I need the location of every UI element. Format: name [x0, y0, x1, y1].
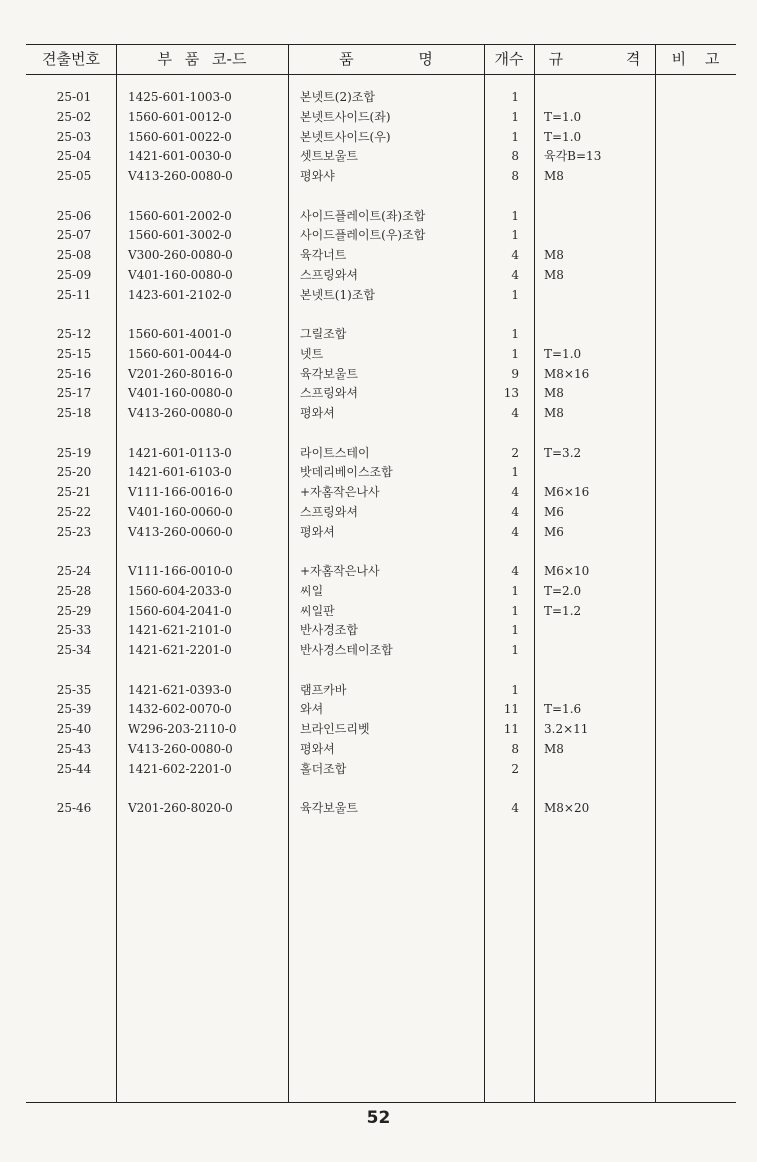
table-row — [0, 641, 757, 660]
table-row — [0, 167, 757, 186]
table-row — [0, 384, 757, 403]
part-name-cell: 밧데리베이스조합 — [300, 465, 393, 479]
part-code-cell: V413-260-0060-0 — [128, 525, 233, 539]
qty-cell: 2 — [511, 446, 519, 460]
table-row — [0, 207, 757, 226]
table-top-border — [26, 44, 736, 45]
qty-cell: 1 — [511, 683, 519, 697]
table-row — [0, 562, 757, 581]
qty-cell: 13 — [503, 386, 519, 400]
part-name-cell: 반사경조합 — [300, 623, 358, 637]
index-no-cell: 25-01 — [56, 90, 92, 104]
qty-cell: 4 — [511, 485, 519, 499]
index-no-cell: 25-05 — [56, 169, 92, 183]
table-row — [0, 325, 757, 344]
spec-cell: M8 — [544, 169, 564, 183]
part-code-cell: 1425-601-1003-0 — [128, 90, 232, 104]
qty-cell: 1 — [511, 584, 519, 598]
spec-cell: M8 — [544, 742, 564, 756]
header-part-name: 품 명 — [339, 50, 433, 68]
qty-cell: 1 — [511, 228, 519, 242]
index-no-cell: 25-43 — [56, 742, 92, 756]
part-name-cell: 육각보울트 — [300, 801, 358, 815]
qty-cell: 1 — [511, 604, 519, 618]
part-code-cell: 1421-601-6103-0 — [128, 465, 232, 479]
qty-cell: 4 — [511, 268, 519, 282]
part-name-cell: 본넷트(1)조합 — [300, 288, 375, 302]
header-divider — [26, 74, 736, 75]
part-name-cell: 브라인드리벳 — [300, 722, 370, 736]
part-code-cell: 1560-604-2041-0 — [128, 604, 232, 618]
index-no-cell: 25-16 — [56, 367, 92, 381]
spec-cell: M6×16 — [544, 485, 590, 499]
part-name-cell: 평와셔 — [300, 742, 335, 756]
table-row — [0, 799, 757, 818]
table-row — [0, 523, 757, 542]
part-name-cell: 그릴조합 — [300, 327, 347, 341]
table-row — [0, 108, 757, 127]
table-row — [0, 345, 757, 364]
qty-cell: 2 — [511, 762, 519, 776]
spec-cell: M8×16 — [544, 367, 590, 381]
part-code-cell: V401-160-0080-0 — [128, 386, 233, 400]
part-name-cell: 평와셔 — [300, 406, 335, 420]
table-row — [0, 503, 757, 522]
part-code-cell: V201-260-8020-0 — [128, 801, 233, 815]
table-row — [0, 444, 757, 463]
qty-cell: 1 — [511, 288, 519, 302]
qty-cell: 8 — [511, 149, 519, 163]
table-row — [0, 286, 757, 305]
table-row — [0, 226, 757, 245]
part-code-cell: 1421-621-2101-0 — [128, 623, 232, 637]
part-name-cell: 사이드플레이트(좌)조합 — [300, 209, 426, 223]
spec-cell: T=1.0 — [544, 347, 582, 361]
table-bottom-border — [26, 1102, 736, 1103]
part-name-cell: +자홈작은나사 — [300, 564, 380, 578]
table-row — [0, 681, 757, 700]
qty-cell: 4 — [511, 564, 519, 578]
index-no-cell: 25-20 — [56, 465, 92, 479]
part-code-cell: 1560-601-0012-0 — [128, 110, 232, 124]
spec-cell: T=3.2 — [544, 446, 582, 460]
qty-cell: 9 — [511, 367, 519, 381]
part-name-cell: 셋트보울트 — [300, 149, 358, 163]
part-name-cell: 본넷트사이드(우) — [300, 130, 391, 144]
index-no-cell: 25-08 — [56, 248, 92, 262]
qty-cell: 11 — [503, 722, 519, 736]
spec-cell: 3.2×11 — [544, 722, 589, 736]
part-code-cell: 1421-621-2201-0 — [128, 643, 232, 657]
index-no-cell: 25-12 — [56, 327, 92, 341]
part-name-cell: 육각너트 — [300, 248, 347, 262]
part-name-cell: 라이트스테이 — [300, 446, 370, 460]
header-part-code: 부 품 코-드 — [157, 50, 247, 68]
part-code-cell: 1421-602-2201-0 — [128, 762, 232, 776]
index-no-cell: 25-09 — [56, 268, 92, 282]
part-code-cell: 1421-621-0393-0 — [128, 683, 232, 697]
part-code-cell: V413-260-0080-0 — [128, 742, 233, 756]
spec-cell: 육각B=13 — [544, 149, 602, 163]
index-no-cell: 25-07 — [56, 228, 92, 242]
part-name-cell: 와셔 — [300, 702, 324, 716]
index-no-cell: 25-22 — [56, 505, 92, 519]
table-row — [0, 88, 757, 107]
spec-cell: M8 — [544, 248, 564, 262]
index-no-cell: 25-17 — [56, 386, 92, 400]
index-no-cell: 25-15 — [56, 347, 92, 361]
qty-cell: 1 — [511, 90, 519, 104]
part-name-cell: 육각보울트 — [300, 367, 358, 381]
qty-cell: 4 — [511, 406, 519, 420]
spec-cell: M8 — [544, 268, 564, 282]
header-spec: 규 격 — [548, 50, 641, 68]
part-name-cell: 씨일판 — [300, 604, 335, 618]
spec-cell: M6×10 — [544, 564, 590, 578]
table-row — [0, 246, 757, 265]
qty-cell: 1 — [511, 209, 519, 223]
part-code-cell: V401-160-0060-0 — [128, 505, 233, 519]
index-no-cell: 25-04 — [56, 149, 92, 163]
index-no-cell: 25-35 — [56, 683, 92, 697]
qty-cell: 1 — [511, 465, 519, 479]
part-code-cell: 1423-601-2102-0 — [128, 288, 232, 302]
header-remarks: 비 고 — [671, 50, 720, 68]
spec-cell: T=1.0 — [544, 110, 582, 124]
part-code-cell: 1560-601-4001-0 — [128, 327, 232, 341]
qty-cell: 4 — [511, 248, 519, 262]
part-code-cell: 1560-601-0044-0 — [128, 347, 232, 361]
part-name-cell: +자홈작은나사 — [300, 485, 380, 499]
part-code-cell: V201-260-8016-0 — [128, 367, 233, 381]
qty-cell: 1 — [511, 110, 519, 124]
qty-cell: 1 — [511, 643, 519, 657]
spec-cell: M6 — [544, 505, 564, 519]
index-no-cell: 25-24 — [56, 564, 92, 578]
qty-cell: 1 — [511, 130, 519, 144]
index-no-cell: 25-29 — [56, 604, 92, 618]
table-row — [0, 365, 757, 384]
index-no-cell: 25-39 — [56, 702, 92, 716]
index-no-cell: 25-21 — [56, 485, 92, 499]
qty-cell: 1 — [511, 623, 519, 637]
part-name-cell: 스프링와셔 — [300, 386, 358, 400]
index-no-cell: 25-03 — [56, 130, 92, 144]
part-code-cell: V401-160-0080-0 — [128, 268, 233, 282]
part-name-cell: 본넷트사이드(좌) — [300, 110, 391, 124]
part-name-cell: 평와셔 — [300, 525, 335, 539]
part-name-cell: 넷트 — [300, 347, 324, 361]
page-number: 52 — [366, 1108, 391, 1128]
index-no-cell: 25-19 — [56, 446, 92, 460]
qty-cell: 8 — [511, 742, 519, 756]
part-code-cell: 1560-601-3002-0 — [128, 228, 232, 242]
index-no-cell: 25-33 — [56, 623, 92, 637]
part-name-cell: 평와샤 — [300, 169, 335, 183]
index-no-cell: 25-40 — [56, 722, 92, 736]
spec-cell: T=2.0 — [544, 584, 582, 598]
table-row — [0, 740, 757, 759]
spec-cell: T=1.6 — [544, 702, 582, 716]
table-row — [0, 147, 757, 166]
qty-cell: 4 — [511, 505, 519, 519]
part-code-cell: 1421-601-0030-0 — [128, 149, 232, 163]
index-no-cell: 25-23 — [56, 525, 92, 539]
spec-cell: M6 — [544, 525, 564, 539]
part-code-cell: 1432-602-0070-0 — [128, 702, 232, 716]
index-no-cell: 25-34 — [56, 643, 92, 657]
part-code-cell: V111-166-0016-0 — [128, 485, 233, 499]
index-no-cell: 25-06 — [56, 209, 92, 223]
index-no-cell: 25-44 — [56, 762, 92, 776]
table-row — [0, 404, 757, 423]
spec-cell: T=1.0 — [544, 130, 582, 144]
table-row — [0, 700, 757, 719]
part-code-cell: V111-166-0010-0 — [128, 564, 233, 578]
part-name-cell: 씨일 — [300, 584, 324, 598]
spec-cell: M8 — [544, 406, 564, 420]
table-row — [0, 602, 757, 621]
index-no-cell: 25-28 — [56, 584, 92, 598]
part-name-cell: 반사경스테이조합 — [300, 643, 393, 657]
table-row — [0, 128, 757, 147]
part-name-cell: 본넷트(2)조합 — [300, 90, 375, 104]
table-row — [0, 621, 757, 640]
part-name-cell: 사이드플레이트(우)조합 — [300, 228, 426, 242]
index-no-cell: 25-11 — [56, 288, 92, 302]
part-code-cell: 1421-601-0113-0 — [128, 446, 232, 460]
part-code-cell: 1560-601-0022-0 — [128, 130, 232, 144]
table-row — [0, 463, 757, 482]
spec-cell: M8×20 — [544, 801, 590, 815]
part-name-cell: 스프링와셔 — [300, 505, 358, 519]
part-code-cell: V300-260-0080-0 — [128, 248, 233, 262]
qty-cell: 4 — [511, 801, 519, 815]
qty-cell: 11 — [503, 702, 519, 716]
spec-cell: T=1.2 — [544, 604, 582, 618]
index-no-cell: 25-46 — [56, 801, 92, 815]
index-no-cell: 25-02 — [56, 110, 92, 124]
part-code-cell: V413-260-0080-0 — [128, 406, 233, 420]
qty-cell: 8 — [511, 169, 519, 183]
part-code-cell: 1560-604-2033-0 — [128, 584, 232, 598]
part-name-cell: 스프링와셔 — [300, 268, 358, 282]
qty-cell: 4 — [511, 525, 519, 539]
table-row — [0, 483, 757, 502]
header-qty: 개수 — [494, 50, 524, 68]
part-code-cell: W296-203-2110-0 — [128, 722, 237, 736]
part-code-cell: 1560-601-2002-0 — [128, 209, 232, 223]
part-name-cell: 홀더조합 — [300, 762, 347, 776]
index-no-cell: 25-18 — [56, 406, 92, 420]
table-row — [0, 582, 757, 601]
part-code-cell: V413-260-0080-0 — [128, 169, 233, 183]
spec-cell: M8 — [544, 386, 564, 400]
qty-cell: 1 — [511, 347, 519, 361]
qty-cell: 1 — [511, 327, 519, 341]
table-row — [0, 760, 757, 779]
part-name-cell: 램프카바 — [300, 683, 347, 697]
table-row — [0, 720, 757, 739]
table-row — [0, 266, 757, 285]
header-index-no: 견출번호 — [42, 50, 100, 68]
